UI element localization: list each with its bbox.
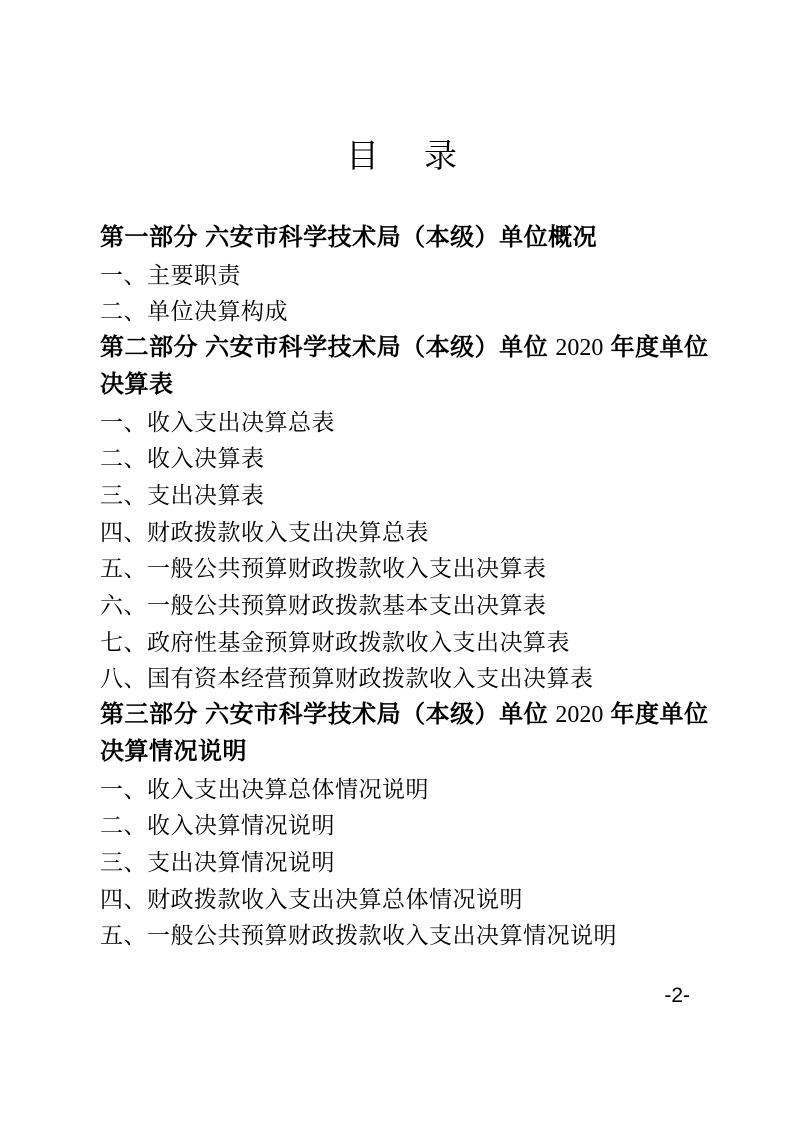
toc-item-part2-3: 三、支出决算表 [100,481,265,508]
toc-part3-heading-line2: 决算情况说明 [100,737,247,765]
toc-part3-heading-prefix: 第三部分 六安市科学技术局（本级）单位 [100,701,556,729]
toc-item-part3-2: 二、收入决算情况说明 [100,812,335,839]
toc-item-part2-4: 四、财政拨款收入支出决算总表 [100,518,429,545]
toc-part2-heading-prefix: 第二部分 六安市科学技术局（本级）单位 [100,334,556,362]
toc-item-part2-6: 六、一般公共预算财政拨款基本支出决算表 [100,592,547,619]
toc-part3-heading-suffix: 年度单位 [603,701,709,729]
page-title: 目 录 [346,139,463,175]
toc-part2-heading-suffix: 年度单位 [603,334,709,362]
toc-item-part2-2: 二、收入决算表 [100,445,265,472]
toc-item-part2-1: 一、收入支出决算总表 [100,408,335,435]
toc-part2-heading-line1 [100,330,709,367]
toc-part2-heading-line2: 决算表 [100,370,174,398]
toc-item-part3-3: 三、支出决算情况说明 [100,848,335,875]
toc-part3-heading-year: 2020 [555,702,604,729]
toc-part3-heading-line1 [100,697,709,734]
toc-item-part3-1: 一、收入支出决算总体情况说明 [100,775,429,802]
toc-part1-heading: 第一部分 六安市科学技术局（本级）单位概况 [100,224,598,251]
toc-item-part1-2: 二、单位决算构成 [100,298,288,325]
toc-item-part3-5: 五、一般公共预算财政拨款收入支出决算情况说明 [100,922,617,949]
table-of-contents [100,220,709,954]
toc-part2-heading-year: 2020 [555,335,604,362]
page-number: -2- [664,984,690,1007]
toc-item-part3-4: 四、财政拨款收入支出决算总体情况说明 [100,885,523,912]
toc-item-part2-8: 八、国有资本经营预算财政拨款收入支出决算表 [100,665,594,692]
toc-item-part1-1: 一、主要职责 [100,261,241,288]
toc-item-part2-5: 五、一般公共预算财政拨款收入支出决算表 [100,555,547,582]
toc-item-part2-7: 七、政府性基金预算财政拨款收入支出决算表 [100,628,570,655]
